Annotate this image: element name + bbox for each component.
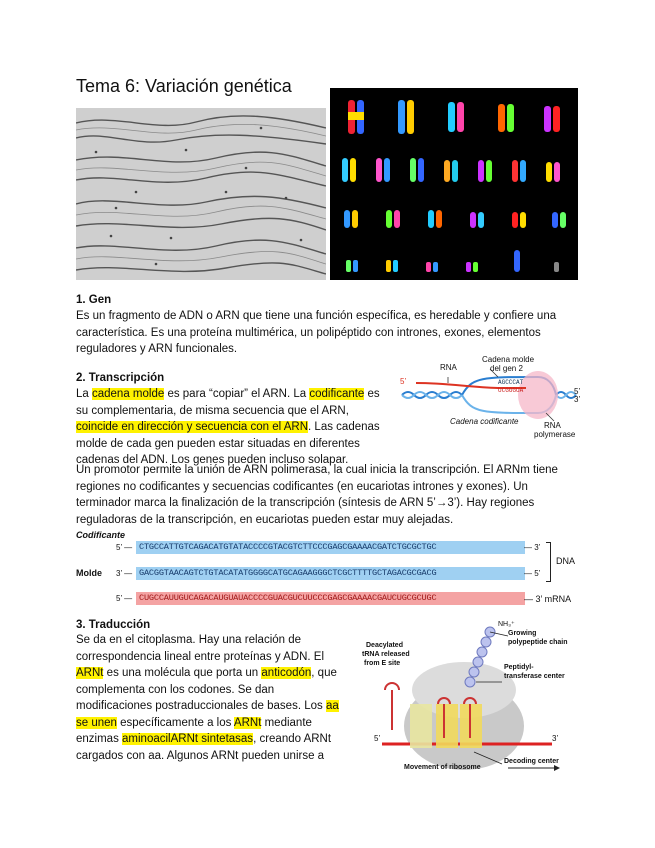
highlight-arnt: ARNt — [76, 667, 104, 679]
label-cadena-codificante: Cadena codificante — [450, 417, 519, 426]
text: . Las cadenas — [308, 421, 380, 433]
row2-right: — 5’ — [524, 569, 541, 578]
s2-line: reguladoras de la transcripción, en eucariotas pueden estar muy alejadas. — [76, 513, 454, 526]
text: es una molécula que porta un — [103, 667, 262, 679]
s3-line: Se da en el citoplasma. Hay una relación de — [76, 634, 302, 646]
s1-line: característica. Es una proteína multimérica, un polipéptido con intrones, exones, elementos — [76, 326, 541, 339]
text: , creando ARNt — [253, 733, 332, 745]
label-polymerase: polymerase — [534, 430, 576, 439]
label-movement: Movement of ribosome — [404, 764, 481, 771]
text: La — [76, 388, 92, 400]
section-3-heading: 3. Traducción — [76, 619, 151, 631]
seq-bottom: UCGGGUA — [498, 387, 524, 394]
label-dna: DNA — [556, 556, 576, 566]
label-five-prime: 5’ — [374, 734, 381, 743]
s2-line: molde de cada gen pueden estar situadas en diferentes — [76, 437, 360, 450]
section-2-heading: 2. Transcripción — [76, 372, 165, 384]
s2-line: cadenas del ADN. Los genes pueden incluso solapar. — [76, 454, 349, 466]
transcription-figure — [398, 355, 583, 440]
label-three-prime: 3’ — [574, 395, 581, 404]
template-sequence: GACGGTAACAGTCTGTACATATGGGGCATGCAGAAGGGCTCGCTTTTGCTAGACGCGACG — [136, 567, 525, 580]
page-title: Tema 6: Variación genética — [76, 76, 292, 96]
label-del-gen: del gen 2 — [490, 364, 523, 373]
mrna-sequence: CUGCCAUUGUCAGACAUGUAUACCCCGUACGUCUUCCCGAGCGAAAACGAUCUGCGCUGC — [136, 592, 525, 605]
highlight-sintetasas: aminoacilARNt sintetasas — [122, 733, 254, 745]
s3-line: complementa con los codones. Se dan — [76, 683, 275, 696]
label-cadena-molde: Cadena molde — [482, 355, 535, 364]
label-three-prime: 3’ — [552, 734, 559, 743]
text: específicamente a los — [116, 716, 234, 729]
highlight-se-unen: se unen — [76, 716, 117, 729]
label-trna-released: tRNA released — [362, 651, 410, 658]
highlight-anticodon: anticodón — [261, 667, 312, 679]
s1-line: reguladores y ARN funcionales. — [76, 343, 238, 355]
text: modificaciones postraduccionales de bases. Los — [76, 700, 326, 712]
coding-sequence: CTGCCATTGTCAGACATGTATACCCCGTACGTCTTCCCGAGCGAAAACGATCTGCGCTGC — [136, 541, 525, 554]
row1-left: 5’ — — [116, 543, 133, 552]
row1-right: — 3’ — [524, 543, 541, 552]
label-growing: Growing — [508, 630, 537, 637]
label-five-prime: 5’ — [400, 377, 407, 386]
label-codificante: Codificante — [76, 530, 126, 540]
highlight-arnt-2: ARNt — [233, 716, 262, 729]
label-deacylated: Deacylated — [366, 642, 403, 649]
label-decoding-center: Decoding center — [504, 758, 559, 765]
text: mediante — [261, 716, 312, 729]
text: es para “copiar” el ARN. La — [164, 388, 310, 400]
s2-line: terminador marca la finalización de la transcripción (síntesis de ARN 5’→3’). Hay regiones — [76, 497, 535, 509]
s2-line: su complementaria, de misma secuencia que el ARN, — [76, 404, 349, 417]
s2-line: regiones no codificantes y secuencias codificantes (en eucariotas intrones y exones). Un — [76, 480, 528, 493]
label-rna: RNA — [440, 363, 457, 372]
section-3-text — [76, 632, 366, 764]
row3-left: 5’ — — [116, 594, 133, 603]
label-polypeptide-chain: polypeptide chain — [508, 639, 568, 646]
text: es — [364, 388, 380, 400]
s1-line: Es un fragmento de ADN o ARN que tiene una función específica, es heredable y confiere una — [76, 310, 557, 322]
label-rna-pol: RNA — [544, 421, 561, 430]
label-from-e-site: from E site — [364, 660, 401, 667]
label-molde: Molde — [76, 568, 102, 578]
section-1-text — [76, 308, 556, 358]
dna-bracket — [546, 542, 551, 582]
text: , que — [311, 667, 337, 679]
section-2-text-full — [76, 462, 558, 528]
s3-line: cargados con aa. Algunos ARNt pueden unirse a — [76, 749, 325, 762]
label-nh3: NH₃⁺ — [498, 621, 515, 628]
highlight-coincide: coincide en dirección y secuencia con el ARN — [76, 421, 309, 433]
karyotype-image — [330, 88, 578, 280]
label-transferase-center: transferase center — [504, 673, 565, 680]
highlight-codificante: codificante — [309, 388, 365, 400]
row3-right: — 3’ mRNA — [524, 594, 572, 604]
highlight-cadena-molde: cadena molde — [92, 388, 165, 400]
row2-left: 3’ — — [116, 569, 133, 578]
label-peptidyl: Peptidyl- — [504, 664, 534, 671]
sequence-figure — [76, 530, 586, 606]
s3-line: correspondencia lineal entre proteínas y ADN. El — [76, 650, 325, 663]
ribosome-figure — [362, 620, 587, 780]
micrograph-image — [76, 108, 326, 280]
section-1-heading: 1. Gen — [76, 294, 112, 306]
section-2-text — [76, 386, 396, 469]
s2-line: Un promotor permite la unión de ARN polimerasa, la cual inicia la transcripción. El ARNm tiene — [76, 464, 558, 476]
highlight-aa: aa — [325, 700, 339, 712]
label-five-prime-right: 5’ — [574, 387, 581, 396]
text: enzimas — [76, 733, 123, 745]
seq-top: AGCCCAT — [498, 379, 524, 386]
